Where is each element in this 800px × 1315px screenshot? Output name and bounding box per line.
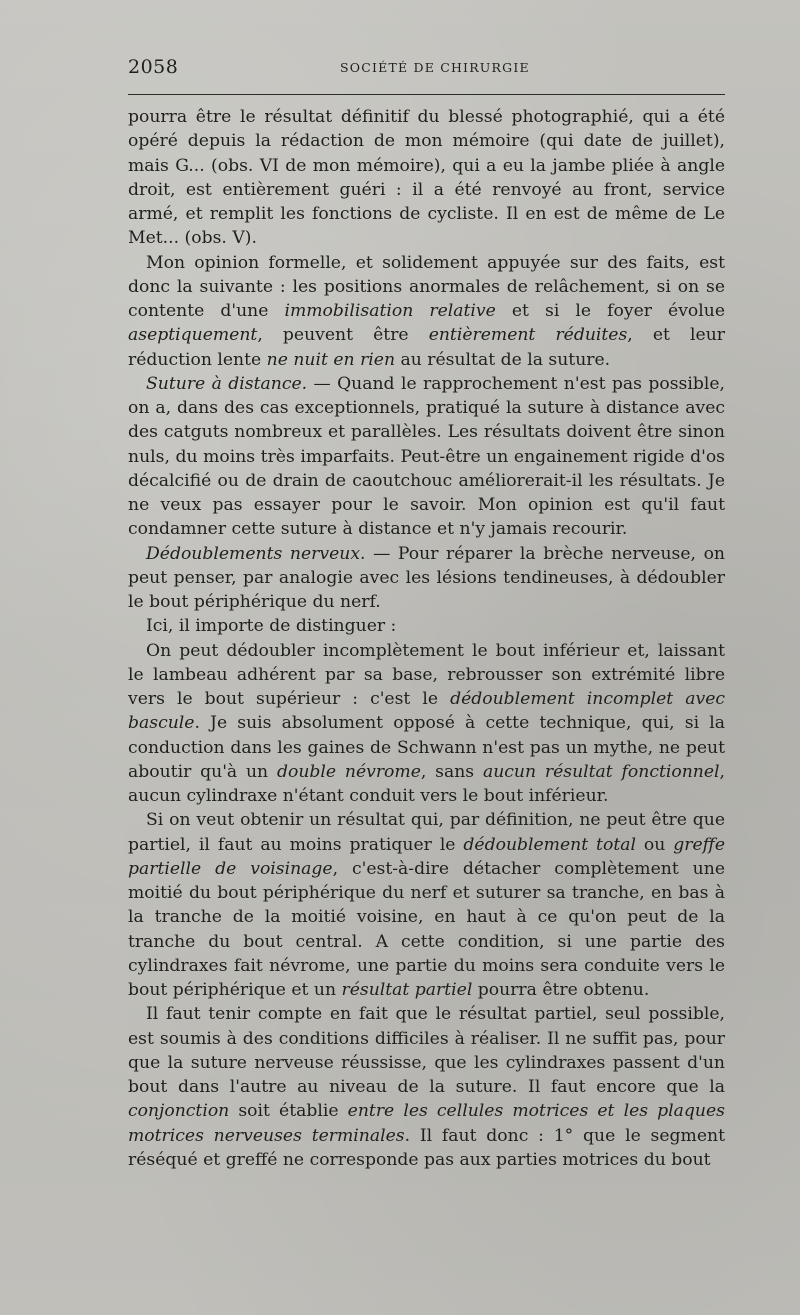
text-run: et si le foyer évolue <box>495 301 726 321</box>
italic-run: greffe partielle de voisinage <box>128 834 725 879</box>
text-run: au résultat de la suture. <box>395 349 611 370</box>
italic-run: aucun résultat fonctionnel <box>482 761 720 782</box>
italic-run: résultat partiel <box>341 980 473 1000</box>
text-run: . Je suis absolument opposé à cette technique, qui, si la conduction dans les gaines de Schwann n'est pas un mythe, ne peut aboutir qu'à un <box>128 713 725 782</box>
text-run: Mon opinion formelle, et solidement appuyée sur des faits, est donc la suivante : les positions anormales de relâchement, si on se contente d'une <box>128 252 725 321</box>
paragraph <box>128 372 725 542</box>
text-run: — Quand le rapprochement n'est pas possible, on a, dans des cas exceptionnels, pratiqué la suture à distance avec des catguts nombreux et parallèles. Les résultats doivent être sinon nuls, du moins très imparfaits. Peut-être un engainement rigide d'os décalcifié ou de drain de caoutchouc améliorerait-il les résultats. Je ne veux pas essayer pour le savoir. Mon opinion est qu'il faut condamner cette suture à distance et n'y jamais recourir. <box>128 373 725 540</box>
paragraph <box>128 639 725 809</box>
italic-run: dédoublement incomplet avec bascule <box>128 689 725 734</box>
text-run: , sans <box>420 761 483 782</box>
text-run: , peuvent être <box>257 325 429 346</box>
page-number: 2058 <box>128 56 179 78</box>
text-run: Il faut tenir compte en fait que le résultat partiel, seul possible, est soumis à des conditions difficiles à réaliser. Il ne suffit pas, pour que la suture nerveuse réussisse, que les cylindraxes passent d'un bout dans l'autre au niveau de la suture. Il faut encore que la <box>128 1004 725 1097</box>
italic-run: ne nuit en rien <box>266 349 396 370</box>
text-run: Si on veut obtenir un résultat qui, par définition, ne peut être que partiel, il faut au moins pratiquer le <box>128 810 725 855</box>
text-run: pourra être le résultat définitif du blessé photographié, qui a été opéré depuis la rédaction de mon mémoire (qui date de juillet), mais G... (obs. VI de mon mémoire), qui a eu la jambe pliée à angle droit, est entièrement guéri : il a été renvoyé au front, service armé, et remplit les fonctions de cycliste. Il en est de même de Le Met... (obs. V). <box>128 107 725 249</box>
paragraph <box>128 614 725 638</box>
paragraph <box>128 808 725 1002</box>
italic-run: Dédoublements nerveux. <box>146 543 366 564</box>
italic-run: dédoublement total <box>463 834 636 855</box>
text-run: , c'est-à-dire détacher complètement une moitié du bout périphérique du nerf et suturer sa tranche, en bas à la tranche de la moitié voisine, en haut à ce qu'on peut de la tranche du bout central. A cette condition, si une partie des cylindraxes fait névrome, une partie du moins sera conduite vers le bout périphérique et un <box>128 858 725 1000</box>
italic-run: conjonction <box>128 1101 230 1122</box>
text-run: pourra être obtenu. <box>472 980 650 1000</box>
italic-run: aseptiquement <box>128 325 258 346</box>
text-run: Ici, il importe de distinguer : <box>146 616 397 637</box>
header-rule <box>128 94 725 95</box>
text-run: , aucun cylindraxe n'étant conduit vers le bout inférieur. <box>128 761 725 806</box>
text-run: , et leur réduction lente <box>128 325 725 370</box>
paragraph <box>128 251 725 372</box>
paragraph <box>128 542 725 615</box>
italic-run: Suture à distance. <box>146 373 308 394</box>
text-run: . Il faut donc : 1° que le segment réséqué et greffé ne corresponde pas aux parties motrices du bout <box>128 1125 725 1170</box>
text-run: soit établie <box>229 1101 348 1122</box>
italic-run: immobilisation relative <box>284 301 496 321</box>
page-header <box>128 56 725 80</box>
body-text <box>128 105 725 1172</box>
italic-run: entièrement réduites <box>428 325 628 346</box>
paragraph <box>128 105 725 251</box>
paragraph <box>128 1002 725 1172</box>
text-run: ou <box>635 834 674 855</box>
text-run: On peut dédoubler incomplètement le bout inférieur et, laissant le lambeau adhérent par sa base, rebrousser son extrémité libre vers le bout supérieur : c'est le <box>128 640 725 709</box>
text-run: — Pour réparer la brèche nerveuse, on peut penser, par analogie avec les lésions tendineuses, à dédoubler le bout périphérique du nerf. <box>128 543 725 612</box>
running-head: SOCIÉTÉ DE CHIRURGIE <box>340 60 530 75</box>
italic-run: double névrome <box>276 761 421 782</box>
italic-run: entre les cellules motrices et les plaques motrices nerveuses terminales <box>128 1101 725 1146</box>
